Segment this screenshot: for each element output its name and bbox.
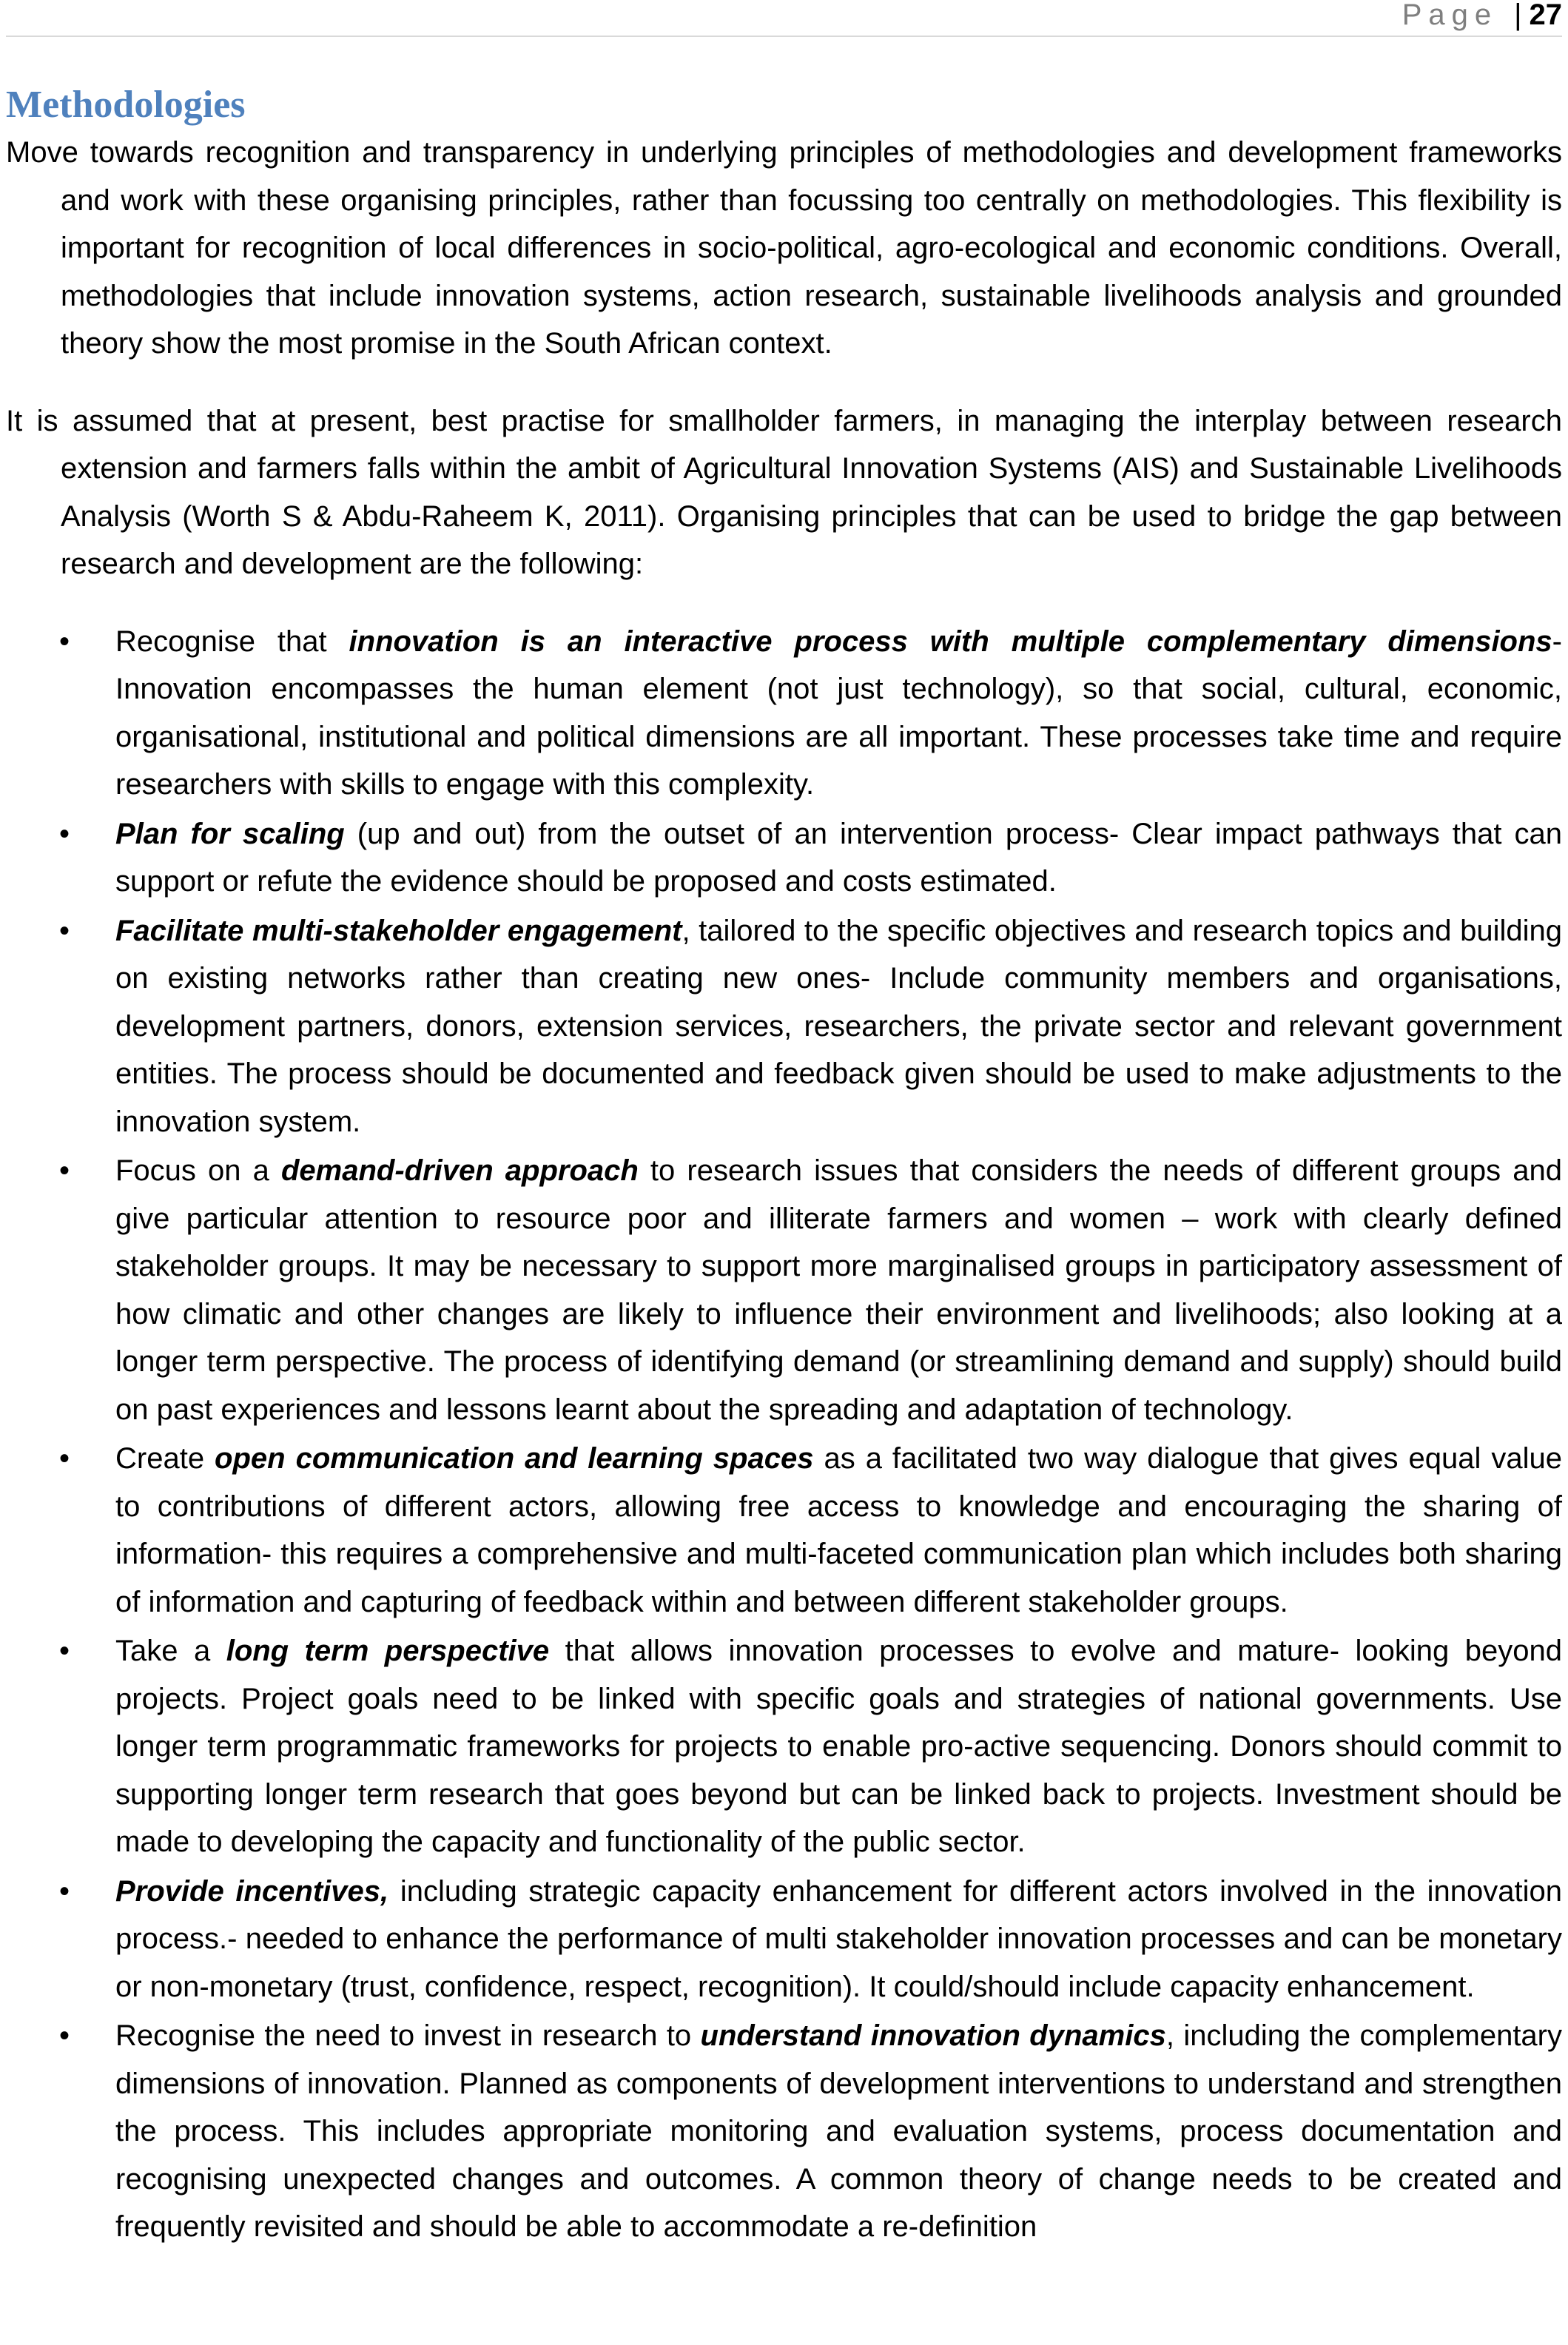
- bullet-icon: •: [59, 1874, 70, 1908]
- page-separator: |: [1514, 0, 1522, 31]
- bullet-text-post: that allows innovation processes to evolve and mature- looking beyond projects. Project goals need to be linked with specific goals and strategies of national governments. Use longer term programmatic frameworks for projects to enable pro-active sequencing. Donors should commit to supporting longer term research that goes beyond but can be linked back to projects. Investment should be made to developing the capacity and functionality of the public sector.: [115, 1635, 1562, 1858]
- bullet-item: [6, 907, 1562, 1146]
- bullet-text-post: to research issues that considers the needs of different groups and give particular attention to resource poor and illiterate farmers and women – work with clearly defined stakeholder groups. It may be necessary to support more marginalised groups in participatory assessment of how climatic and other changes are likely to influence their environment and livelihoods; also looking at a longer term perspective. The process of identifying demand (or streamlining demand and supply) should build on past experiences and lessons learnt about the spreading and adaptation of technology.: [115, 1154, 1562, 1426]
- bullet-text-post: (up and out) from the outset of an intervention process- Clear impact pathways that can support or refute the evidence should be proposed and costs estimated.: [115, 817, 1562, 898]
- bullet-item: [6, 2012, 1562, 2251]
- bullet-text-emphasis: Facilitate multi-stakeholder engagement: [115, 914, 682, 947]
- bullet-icon: •: [59, 625, 70, 658]
- bullet-item: [6, 618, 1562, 809]
- bullet-icon: •: [59, 1154, 70, 1187]
- bullet-icon: •: [59, 1635, 70, 1667]
- bullet-text-pre: Focus on a: [115, 1154, 281, 1187]
- bullet-text-post: as a facilitated two way dialogue that gives equal value to contributions of different actors, allowing free access to knowledge and encouraging the sharing of information- this requires a comprehensive and multi-faceted communication plan which includes both sharing of information and capturing of feedback within and between different stakeholder groups.: [115, 1442, 1563, 1618]
- bullet-icon: •: [59, 817, 70, 850]
- bullet-text-post: - Innovation encompasses the human element (not just technology), so that social, cultural, economic, organisational, institutional and political dimensions are all important. These processes take time and require researchers with skills to engage with this complexity.: [115, 625, 1562, 801]
- bullet-item: [6, 1627, 1562, 1866]
- page-label: Page: [1402, 0, 1498, 31]
- bullet-text-pre: Recognise the need to invest in research to: [115, 2019, 701, 2052]
- section-heading: Methodologies: [6, 84, 246, 126]
- bullet-text-post: , including the complementary dimensions of innovation. Planned as components of development interventions to understand and strengthen the process. This includes appropriate monitoring and evaluation systems, process documentation and recognising unexpected changes and outcomes. A common theory of change needs to be created and frequently revisited and should be able to accommodate a re-definition: [115, 2019, 1562, 2243]
- bullet-text-post: including strategic capacity enhancement for different actors involved in the innovation process.- needed to enhance the performance of multi stakeholder innovation processes and can be monetary or non-monetary (trust, confidence, respect, recognition). It could/should include capacity enhancement.: [115, 1874, 1562, 2003]
- document-body: [6, 78, 1562, 2253]
- bullet-item: [6, 1868, 1562, 2011]
- bullet-item: [6, 1147, 1562, 1433]
- page-header: [1402, 0, 1562, 33]
- bullet-list: [6, 618, 1562, 2251]
- bullet-text-emphasis: long term perspective: [226, 1635, 550, 1667]
- bullet-text-emphasis: Provide incentives,: [115, 1874, 389, 1908]
- bullet-text-post: , tailored to the specific objectives and research topics and building on existing networks rather than creating new ones- Include community members and organisations, development partners, donors, extension services, researchers, the private sector and relevant government entities. The process should be documented and feedback given should be used to make adjustments to the innovation system.: [115, 914, 1562, 1138]
- bullet-icon: •: [59, 2019, 70, 2052]
- bullet-text-emphasis: demand-driven approach: [280, 1154, 639, 1187]
- bullet-item: [6, 1435, 1562, 1626]
- bullet-text-emphasis: open communication and learning spaces: [215, 1442, 814, 1475]
- bullet-icon: •: [59, 914, 70, 947]
- bullet-item: [6, 810, 1562, 906]
- bullet-text-pre: Take a: [115, 1635, 226, 1667]
- paragraph: It is assumed that at present, best practise for smallholder farmers, in managing the interplay between research extension and farmers falls within the ambit of Agricultural Innovation Systems (AIS) and Sustainable Livelihoods Analysis (Worth S & Abdu-Raheem K, 2011). Organising principles that can be used to bridge the gap between research and development are the following:: [6, 404, 1562, 580]
- page-number: 27: [1529, 0, 1562, 31]
- bullet-text-emphasis: understand innovation dynamics: [700, 2019, 1166, 2052]
- paragraph: Move towards recognition and transparency in underlying principles of methodologies and development frameworks and work with these organising principles, rather than focussing too centrally on methodologies. This flexibility is important for recognition of local differences in socio-political, agro-ecological and economic conditions. Overall, methodologies that include innovation systems, action research, sustainable livelihoods analysis and grounded theory show the most promise in the South African context.: [6, 136, 1562, 360]
- bullet-text-pre: Recognise that: [115, 625, 349, 658]
- header-rule: [6, 36, 1562, 37]
- bullet-text-emphasis: Plan for scaling: [115, 817, 345, 850]
- bullet-text-emphasis: innovation is an interactive process with multiple complementary dimensions: [349, 625, 1552, 658]
- bullet-text-pre: Create: [115, 1442, 215, 1475]
- bullet-icon: •: [59, 1442, 70, 1475]
